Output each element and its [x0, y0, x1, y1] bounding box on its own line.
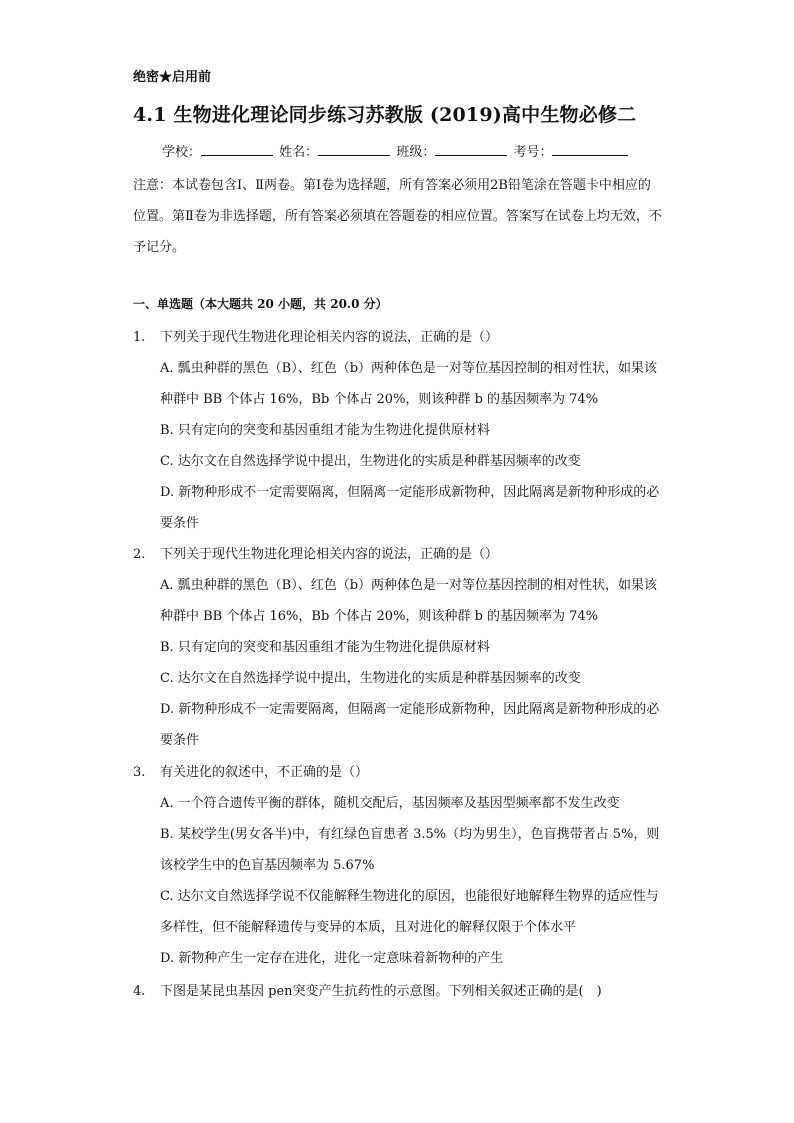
student-info-row	[162, 141, 630, 160]
question-number: 1.	[133, 330, 146, 345]
school-label: 学校：	[162, 145, 202, 160]
number-label: 考号：	[513, 145, 553, 160]
name-label: 姓名：	[279, 145, 319, 160]
class-label: 班级：	[396, 145, 436, 160]
question-stem: 下列关于现代生物进化理论相关内容的说法，正确的是（）	[160, 330, 499, 345]
option-c[interactable]: C. 达尔文在自然选择学说中提出，生物进化的实质是种群基因频率的改变	[160, 671, 581, 686]
school-field[interactable]	[201, 143, 273, 156]
option-d[interactable]: D. 新物种形成不一定需要隔离，但隔离一定能形成新物种，因此隔离是新物种形成的必要条件	[160, 702, 660, 748]
section-heading: 一、单选题（本大题共 20 小题，共 20.0 分）	[133, 297, 388, 311]
class-field[interactable]	[435, 143, 507, 156]
exam-instructions: 注意：本试卷包含Ⅰ、Ⅱ两卷。第Ⅰ卷为选择题，所有答案必须用2B铅笔涂在答题卡中相应的位置。第Ⅱ卷为非选择题，所有答案必须填在答题卷的相应位置。答案写在试卷上均无效，不予记分。	[133, 178, 662, 255]
secret-label: 绝密★启用前	[133, 70, 212, 85]
option-b[interactable]: B. 某校学生(男女各半)中，有红绿色盲患者 3.5%（均为男生），色盲携带者占 5%，则该校学生中的色盲基因频率为 5.67%	[160, 827, 660, 873]
question-stem: 有关进化的叙述中，不正确的是（）	[160, 765, 369, 780]
number-field[interactable]	[552, 143, 628, 156]
option-d[interactable]: D. 新物种形成不一定需要隔离，但隔离一定能形成新物种，因此隔离是新物种形成的必要条件	[160, 485, 660, 531]
option-b[interactable]: B. 只有定向的突变和基因重组才能为生物进化提供原材料	[160, 423, 490, 438]
option-a[interactable]: A. 瓢虫种群的黑色（B）、红色（b）两种体色是一对等位基因控制的相对性状，如果该种群中 BB 个体占 16%，Bb 个体占 20%，则该种群 b 的基因频率为 74%	[160, 361, 658, 407]
name-field[interactable]	[318, 143, 390, 156]
question-stem: 下图是某昆虫基因 pen突变产生抗药性的示意图。下列相关叙述正确的是( )	[160, 984, 602, 999]
option-b[interactable]: B. 只有定向的突变和基因重组才能为生物进化提供原材料	[160, 640, 490, 655]
option-c[interactable]: C. 达尔文在自然选择学说中提出，生物进化的实质是种群基因频率的改变	[160, 454, 581, 469]
question-stem: 下列关于现代生物进化理论相关内容的说法，正确的是（）	[160, 547, 499, 562]
option-a[interactable]: A. 瓢虫种群的黑色（B）、红色（b）两种体色是一对等位基因控制的相对性状，如果该种群中 BB 个体占 16%，Bb 个体占 20%，则该种群 b 的基因频率为 74%	[160, 578, 658, 624]
page-title: 4.1 生物进化理论同步练习苏教版 (2019)高中生物必修二	[133, 104, 637, 126]
question-number: 3.	[133, 765, 146, 780]
option-d[interactable]: D. 新物种产生一定存在进化，进化一定意味着新物种的产生	[160, 951, 504, 966]
question-number: 4.	[133, 984, 146, 999]
option-a[interactable]: A. 一个符合遗传平衡的群体，随机交配后，基因频率及基因型频率都不发生改变	[160, 796, 620, 811]
option-c[interactable]: C. 达尔文自然选择学说不仅能解释生物进化的原因，也能很好地解释生物界的适应性与多样性，但不能解释遗传与变异的本质，且对进化的解释仅限于个体水平	[160, 889, 659, 935]
question-number: 2.	[133, 547, 146, 562]
